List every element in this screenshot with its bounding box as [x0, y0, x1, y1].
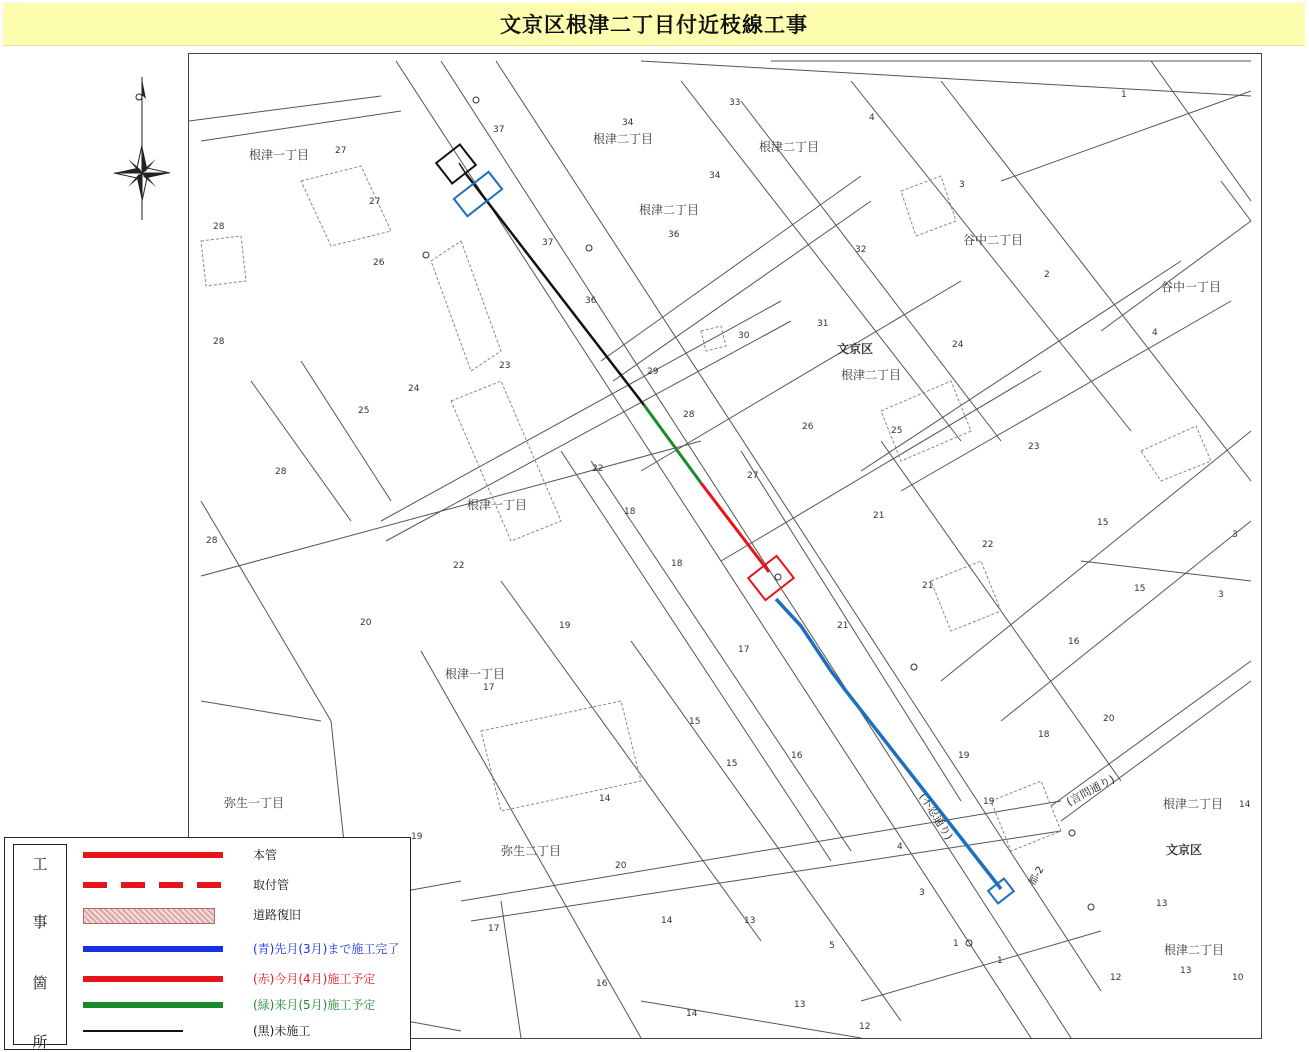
block-number: 14	[1239, 800, 1251, 810]
block-number: 15	[689, 717, 701, 727]
legend-side-char: 事	[32, 913, 48, 931]
block-number: 14	[599, 794, 611, 804]
block-number: 4	[1152, 328, 1158, 338]
site-marker-blue-south	[988, 879, 1014, 904]
road-label: 都-2	[1027, 864, 1047, 888]
block-number: 5	[829, 941, 835, 951]
block-number: 17	[738, 645, 750, 655]
area-label: 谷中二丁目	[963, 233, 1024, 247]
block-number: 3	[919, 888, 925, 898]
block-number: 19	[983, 797, 995, 807]
area-label: 谷中一丁目	[1161, 280, 1222, 294]
block-number: 24	[952, 340, 964, 350]
block-number: 32	[855, 245, 867, 255]
block-number: 25	[891, 426, 903, 436]
legend	[4, 837, 411, 1050]
block-number: 13	[744, 916, 756, 926]
legend-swatch	[83, 946, 223, 952]
block-number: 27	[335, 146, 347, 156]
block-number: 16	[596, 979, 608, 989]
block-number: 13	[1156, 899, 1168, 909]
unconstructed-line	[466, 174, 644, 405]
block-number: 27	[747, 471, 759, 481]
road-label: (不忍通り)	[916, 790, 956, 843]
area-label: 根津二丁目	[759, 140, 820, 154]
road-label: (言問通り)	[1064, 772, 1117, 809]
legend-row	[83, 1022, 403, 1044]
block-number: 37	[493, 125, 505, 135]
block-number: 27	[369, 197, 381, 207]
block-number: 13	[1180, 966, 1192, 976]
north-arrow-icon	[112, 75, 172, 225]
legend-swatch	[83, 882, 223, 888]
block-number: 28	[206, 536, 218, 546]
block-number: 21	[837, 621, 849, 631]
legend-row	[83, 906, 403, 928]
legend-row	[83, 846, 403, 868]
block-number: 16	[1068, 637, 1080, 647]
block-number: 36	[668, 230, 680, 240]
area-label: 弥生二丁目	[501, 844, 562, 858]
block-number: 34	[709, 171, 721, 181]
block-number: 3	[959, 180, 965, 190]
block-number: 34	[622, 118, 634, 128]
block-number: 1	[997, 956, 1003, 966]
block-number: 18	[671, 559, 683, 569]
legend-label: (黒)未施工	[253, 1024, 311, 1038]
legend-swatch	[83, 1030, 183, 1032]
block-number: 28	[275, 467, 287, 477]
site-marker-red	[748, 556, 794, 600]
block-number: 22	[982, 540, 994, 550]
legend-swatch	[83, 852, 223, 858]
legend-swatch	[83, 1002, 223, 1008]
block-number: 15	[1097, 518, 1109, 528]
block-number: 17	[488, 924, 500, 934]
block-number: 17	[483, 683, 495, 693]
legend-swatch	[83, 976, 223, 982]
block-number: 1	[953, 939, 959, 949]
legend-side-char: 工	[32, 855, 48, 873]
block-number: 28	[683, 410, 695, 420]
block-number: 12	[859, 1022, 871, 1032]
block-number: 26	[373, 258, 385, 268]
block-number: 21	[922, 581, 934, 591]
area-label: 根津二丁目	[841, 368, 902, 382]
block-number: 20	[615, 861, 627, 871]
block-number: 4	[869, 113, 875, 123]
area-label: 根津一丁目	[467, 498, 528, 512]
block-number: 14	[686, 1009, 698, 1019]
legend-row	[83, 996, 403, 1018]
legend-side-char: 箇	[32, 974, 48, 992]
block-number: 24	[408, 384, 420, 394]
block-number: 12	[1110, 973, 1122, 983]
legend-row	[83, 940, 403, 962]
block-number: 37	[542, 238, 554, 248]
block-number: 18	[624, 507, 636, 517]
legend-swatch	[83, 908, 215, 924]
legend-label: 道路復旧	[253, 908, 302, 922]
area-label: 根津二丁目	[593, 132, 654, 146]
block-number: 33	[729, 98, 741, 108]
block-number: 31	[817, 319, 829, 329]
area-label: 弥生一丁目	[224, 796, 285, 810]
block-number: 4	[897, 842, 903, 852]
block-number: 25	[358, 406, 370, 416]
legend-label: (青)先月(3月)まで施工完了	[253, 942, 400, 956]
legend-side-char: 所	[32, 1033, 48, 1051]
block-number: 1	[1121, 90, 1127, 100]
block-number: 16	[791, 751, 803, 761]
legend-side-label	[13, 844, 67, 1051]
block-number: 18	[1038, 730, 1050, 740]
block-number: 26	[802, 422, 814, 432]
block-number: 22	[592, 464, 604, 474]
area-label: 根津二丁目	[1164, 943, 1225, 957]
block-number: 3	[1218, 590, 1224, 600]
block-number: 30	[738, 331, 750, 341]
block-number: 28	[213, 337, 225, 347]
block-number: 19	[559, 621, 571, 631]
this-month-line	[701, 483, 769, 572]
legend-label: 取付管	[253, 878, 290, 892]
block-number: 15	[726, 759, 738, 769]
block-number: 29	[647, 367, 659, 377]
block-number: 22	[453, 561, 465, 571]
area-label: 根津二丁目	[1163, 797, 1224, 811]
page-title: 文京区根津二丁目付近枝線工事	[3, 3, 1305, 46]
area-label: 文京区	[1166, 843, 1203, 857]
block-number: 14	[661, 916, 673, 926]
block-number: 20	[360, 618, 372, 628]
area-label: 文京区	[837, 342, 874, 356]
block-number: 23	[1028, 442, 1040, 452]
block-number: 3	[1232, 530, 1238, 540]
block-number: 36	[585, 296, 597, 306]
legend-label: 本管	[253, 848, 278, 862]
block-number: 28	[213, 222, 225, 232]
block-number: 20	[1103, 714, 1115, 724]
area-label: 根津一丁目	[249, 148, 310, 162]
block-number: 19	[958, 751, 970, 761]
block-number: 15	[1134, 584, 1146, 594]
completed-line	[776, 599, 1001, 889]
legend-label: (緑)来月(5月)施工予定	[253, 998, 376, 1012]
block-number: 2	[1044, 270, 1050, 280]
legend-row	[83, 970, 403, 992]
area-label: 根津二丁目	[639, 203, 700, 217]
block-number: 19	[411, 832, 423, 842]
block-number: 21	[873, 511, 885, 521]
area-label: 根津一丁目	[445, 667, 506, 681]
block-number: 10	[1232, 973, 1244, 983]
legend-row	[83, 876, 403, 898]
block-number: 23	[499, 361, 511, 371]
legend-label: (赤)今月(4月)施工予定	[253, 972, 376, 986]
block-number: 13	[794, 1000, 806, 1010]
